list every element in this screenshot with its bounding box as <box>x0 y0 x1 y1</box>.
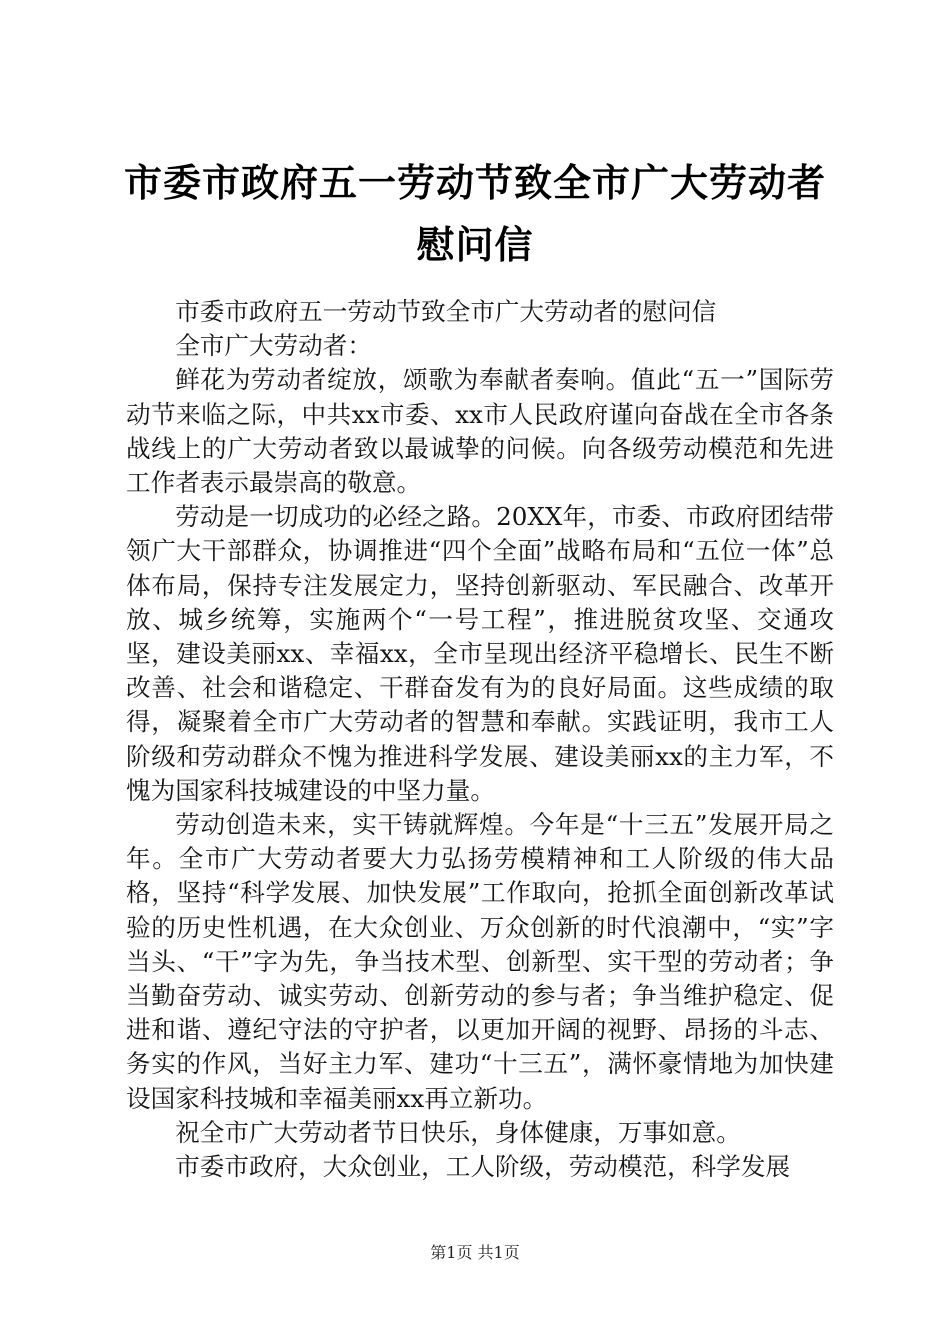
salutation: 全市广大劳动者： <box>175 331 372 361</box>
body-paragraph-achievements: 劳动是一切成功的必经之路。20XX年，市委、市政府团结带领广大干部群众，协调推进“四个全面”战略布局和“五位一体”总体布局，保持专注发展定力，坚持创新驱动、军民融合、改革开放、城乡统筹，实施两个“一号工程”，推进脱贫攻坚、交通攻坚，建设美丽xx、幸福xx，全市呈现出经济平稳增长、民生不断改善、社会和谐稳定、干群奋发有为的良好局面。这些成绩的取得，凝聚着全市广大劳动者的智慧和奉献。实践证明，我市工人阶级和劳动群众不愧为推进科学发展、建设美丽xx的主力军，不愧为国家科技城建设的中坚力量。 <box>126 502 834 805</box>
document-body <box>126 295 834 1184</box>
body-paragraph-future: 劳动创造未来，实干铸就辉煌。今年是“十三五”发展开局之年。全市广大劳动者要大力弘扬劳模精神和工人阶级的伟大品格，坚持“科学发展、加快发展”工作取向，抢抓全面创新改革试验的历史性机遇，在大众创业、万众创新的时代浪潮中，“实”字当头、“干”字为先，争当技术型、创新型、实干型的劳动者；争当勤奋劳动、诚实劳动、创新劳动的参与者；争当维护稳定、促进和谐、遵纪守法的守护者，以更加开阔的视野、昂扬的斗志、务实的作风，当好主力军、建功“十三五”，满怀豪情地为加快建设国家科技城和幸福美丽xx再立新功。 <box>126 810 834 1113</box>
keywords-line: 市委市政府，大众创业，工人阶级，劳动模范，科学发展 <box>175 1152 791 1182</box>
document-title: 市委市政府五一劳动节致全市广大劳动者慰问信 <box>123 161 826 267</box>
body-paragraph-greeting: 鲜花为劳动者绽放，颂歌为奉献者奏响。值此“五一”国际劳动节来临之际，中共xx市委、xx市人民政府谨向奋战在全市各条战线上的广大劳动者致以最诚挚的问候。向各级劳动模范和先进工作者表示最崇高的敬意。 <box>126 365 834 498</box>
letter-heading: 市委市政府五一劳动节致全市广大劳动者的慰问信 <box>175 297 717 326</box>
closing-wishes: 祝全市广大劳动者节日快乐，身体健康，万事如意。 <box>175 1117 741 1147</box>
page-footer: 第1页 共1页 <box>430 1243 520 1262</box>
